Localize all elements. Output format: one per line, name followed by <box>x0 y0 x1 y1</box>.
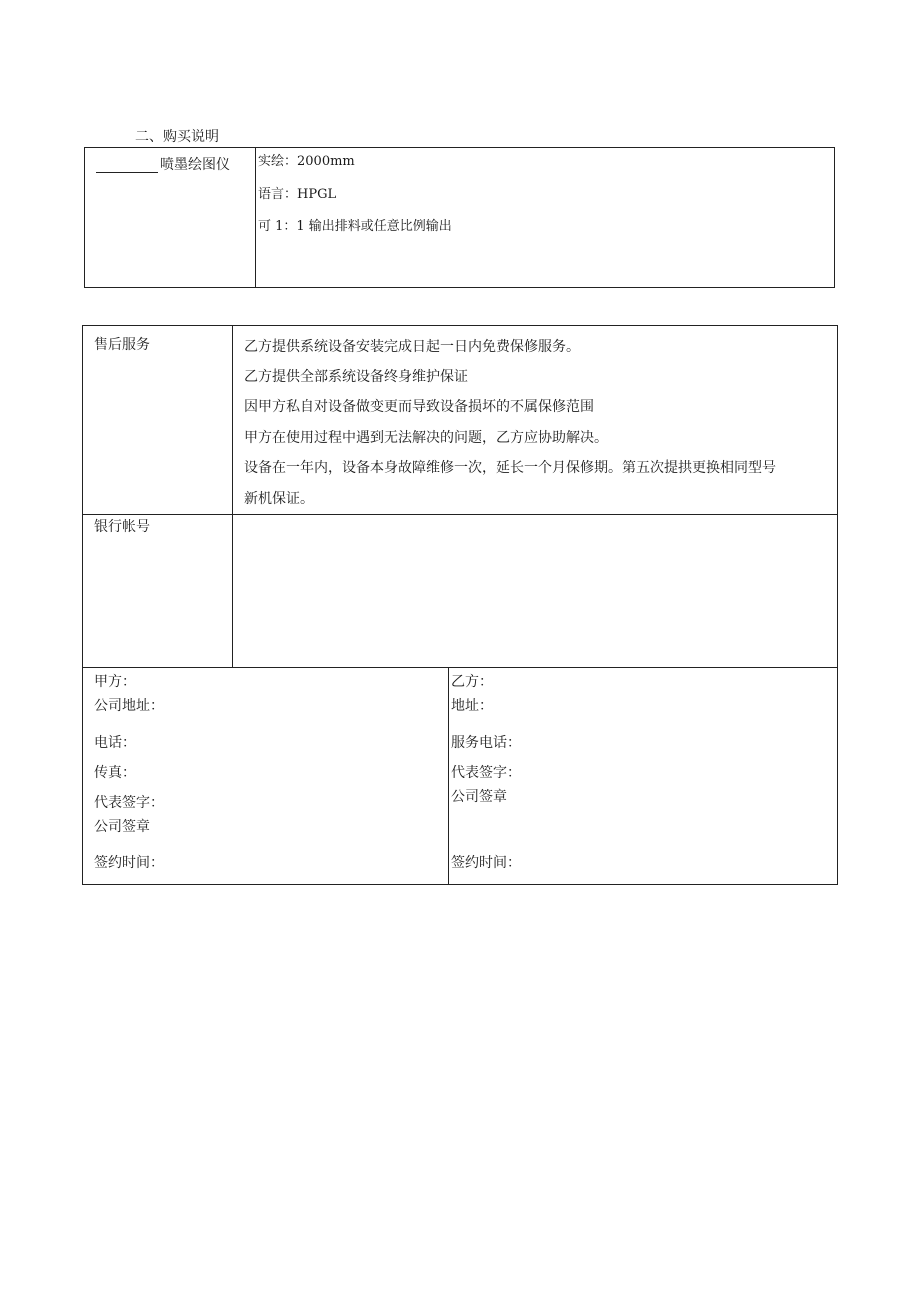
party-a-phone: 电话： <box>94 735 136 751</box>
party-b-seal: 公司签章 <box>451 789 507 805</box>
table-divider <box>255 147 256 288</box>
after-sales-term: 新机保证。 <box>244 491 314 507</box>
table-divider <box>82 514 838 515</box>
table-divider <box>232 325 233 668</box>
party-b-sign-date: 签约时间： <box>451 855 521 871</box>
product-name: 喷墨绘图仪 <box>160 157 230 173</box>
after-sales-term: 因甲方私自对设备做变更而导致设备损坏的不属保修范围 <box>244 399 594 415</box>
party-a-fax: 传真： <box>94 765 136 781</box>
spec-language: 语言：HPGL <box>258 187 337 202</box>
party-b-address: 地址： <box>451 698 493 714</box>
after-sales-label: 售后服务 <box>94 337 150 353</box>
after-sales-term: 甲方在使用过程中遇到无法解决的问题，乙方应协助解决。 <box>244 430 608 446</box>
bank-account-label: 银行帐号 <box>94 519 150 535</box>
spec-output-scale: 可 1：1 输出排料或任意比例输出 <box>258 219 452 234</box>
after-sales-term: 乙方提供系统设备安装完成日起一日内免费保修服务。 <box>244 339 580 355</box>
party-a-representative: 代表签字： <box>94 795 164 811</box>
party-a-address: 公司地址： <box>94 698 164 714</box>
party-a-label: 甲方： <box>94 674 136 690</box>
spec-print-width: 实绘：2000mm <box>258 154 355 169</box>
party-b-service-phone: 服务电话： <box>451 735 521 751</box>
after-sales-term: 设备在一年内，设备本身故障维修一次，延长一个月保修期。第五次提拱更换相同型号 <box>244 460 776 476</box>
party-b-representative: 代表签字： <box>451 765 521 781</box>
party-a-sign-date: 签约时间： <box>94 855 164 871</box>
party-a-seal: 公司签章 <box>94 819 150 835</box>
party-b-label: 乙方： <box>451 674 493 690</box>
product-blank-line <box>96 172 158 173</box>
after-sales-term: 乙方提供全部系统设备终身维护保证 <box>244 369 468 385</box>
signature-divider <box>448 667 449 885</box>
section-title: 二、购买说明 <box>135 129 219 145</box>
